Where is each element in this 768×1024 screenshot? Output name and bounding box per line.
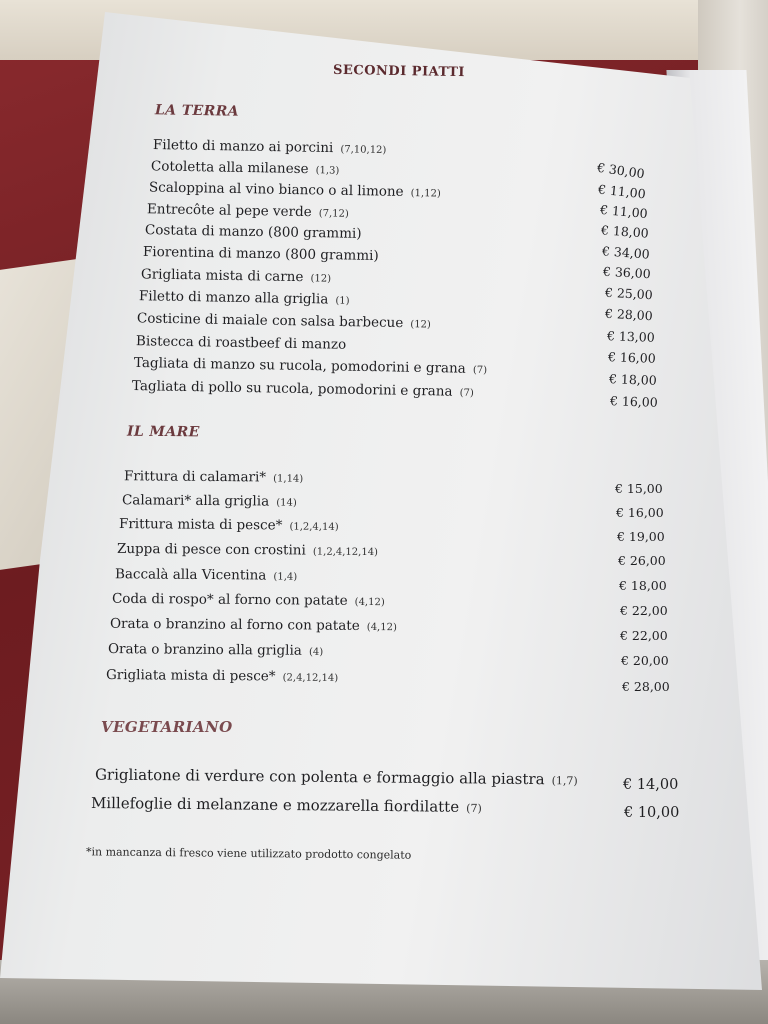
list-item [147, 198, 349, 221]
dish-name: Cotoletta alla milanese [150, 158, 309, 178]
dish-name: Scaloppina al vino bianco o al limone [148, 179, 404, 200]
allergen-codes: (4) [308, 646, 324, 658]
list-item [151, 155, 340, 177]
dish-name: Fiorentina di manzo (800 grammi) [142, 243, 379, 265]
list-item [134, 352, 487, 377]
dish-name: Grigliatone di verdure con polenta e formaggio alla piastra [94, 765, 545, 789]
list-item [119, 513, 339, 534]
allergen-codes: (1) [335, 295, 350, 307]
allergen-codes: (2,4,12,14) [282, 672, 339, 685]
section-title-vegetariano: VEGETARIANO [101, 718, 233, 736]
list-item [106, 664, 338, 685]
allergen-codes: (1,2,4,12,14) [312, 546, 379, 559]
price: € 22,00 [620, 603, 668, 618]
list-item [115, 563, 297, 584]
price: € 30,00 [596, 159, 646, 182]
price: € 10,00 [624, 805, 680, 821]
dish-name: Frittura mista di pesce* [118, 516, 283, 534]
allergen-codes: (1,3) [315, 165, 340, 177]
allergen-codes: (14) [276, 497, 297, 509]
price: € 25,00 [604, 284, 654, 303]
price: € 16,00 [616, 505, 664, 520]
price: € 11,00 [599, 201, 649, 222]
dish-name: Orata o branzino al forno con patate [109, 615, 360, 634]
list-item [108, 638, 323, 659]
price: € 19,00 [617, 529, 665, 544]
dish-name: Orata o branzino alla griglia [107, 641, 302, 659]
price: € 16,00 [609, 393, 658, 410]
price: € 36,00 [602, 263, 652, 282]
allergen-codes: (1,14) [273, 473, 304, 485]
list-item [117, 538, 378, 559]
dish-name: Bistecca di roastbeef di manzo [135, 333, 347, 353]
allergen-codes: (7) [466, 801, 482, 816]
price: € 18,00 [608, 371, 657, 388]
dish-name: Filetto di manzo alla griglia [138, 288, 329, 308]
list-item [122, 489, 297, 510]
price: € 20,00 [621, 653, 669, 668]
allergen-codes: (4,12) [366, 621, 397, 634]
section-title-mare: IL MARE [126, 423, 200, 441]
dish-name: Zuppa di pesce con crostini [116, 540, 306, 559]
dish-name: Baccalà alla Vicentina [114, 566, 267, 584]
dish-name: Coda di rospo* al forno con patate [111, 590, 348, 609]
dish-name: Grigliata mista di carne [140, 266, 304, 286]
list-item [110, 613, 397, 635]
list-item [149, 176, 441, 200]
allergen-codes: (1,4) [273, 571, 298, 583]
allergen-codes: (1,12) [410, 188, 441, 200]
allergen-codes: (12) [410, 319, 431, 331]
price: € 14,00 [623, 777, 679, 793]
dish-name: Frittura di calamari* [123, 468, 267, 486]
dish-name: Tagliata di manzo su rucola, pomodorini e grana [133, 354, 466, 377]
list-item [124, 465, 303, 486]
price: € 16,00 [607, 349, 656, 366]
dish-name: Entrecôte al pepe verde [146, 201, 312, 221]
price: € 28,00 [604, 305, 654, 324]
price: € 18,00 [619, 578, 667, 593]
list-item [95, 764, 578, 788]
allergen-codes: (7) [472, 364, 488, 377]
dish-name: Millefoglie di melanzane e mozzarella fiordilatte [90, 793, 460, 816]
list-item [112, 588, 385, 609]
list-item [132, 375, 474, 400]
list-item [141, 263, 331, 285]
dish-name: Filetto di manzo ai porcini [152, 136, 334, 157]
price: € 34,00 [601, 243, 651, 262]
list-item [143, 241, 381, 264]
price: € 11,00 [597, 181, 647, 202]
list-item [91, 793, 482, 816]
allergen-codes: (1,7) [551, 774, 578, 788]
allergen-codes: (12) [310, 273, 332, 285]
dish-name: Costata di manzo (800 grammi) [144, 222, 362, 242]
allergen-codes: (7,10,12) [340, 144, 387, 157]
allergen-codes: (7) [459, 387, 474, 399]
page-title: SECONDI PIATTI [332, 62, 466, 81]
dish-name: Grigliata mista di pesce* [105, 666, 276, 685]
allergen-codes: (4,12) [354, 596, 385, 609]
list-item [153, 134, 387, 157]
price: € 13,00 [606, 328, 655, 345]
list-item [136, 330, 349, 353]
list-item [139, 285, 350, 308]
allergen-codes: (1,2,4,14) [289, 521, 339, 533]
price: € 22,00 [620, 628, 668, 643]
footnote: *in mancanza di fresco viene utilizzato prodotto congelato [85, 845, 412, 862]
price: € 18,00 [600, 222, 650, 241]
dish-name: Calamari* alla griglia [121, 492, 270, 510]
section-title-terra: LA TERRA [154, 102, 240, 120]
list-item [137, 307, 431, 331]
price: € 26,00 [618, 553, 666, 568]
price: € 28,00 [622, 679, 670, 694]
allergen-codes: (7,12) [318, 208, 349, 220]
list-item [145, 219, 364, 242]
dish-name: Tagliata di pollo su rucola, pomodorini e grana [131, 378, 453, 400]
price: € 15,00 [615, 481, 663, 496]
dish-name: Costicine di maiale con salsa barbecue [136, 310, 404, 332]
